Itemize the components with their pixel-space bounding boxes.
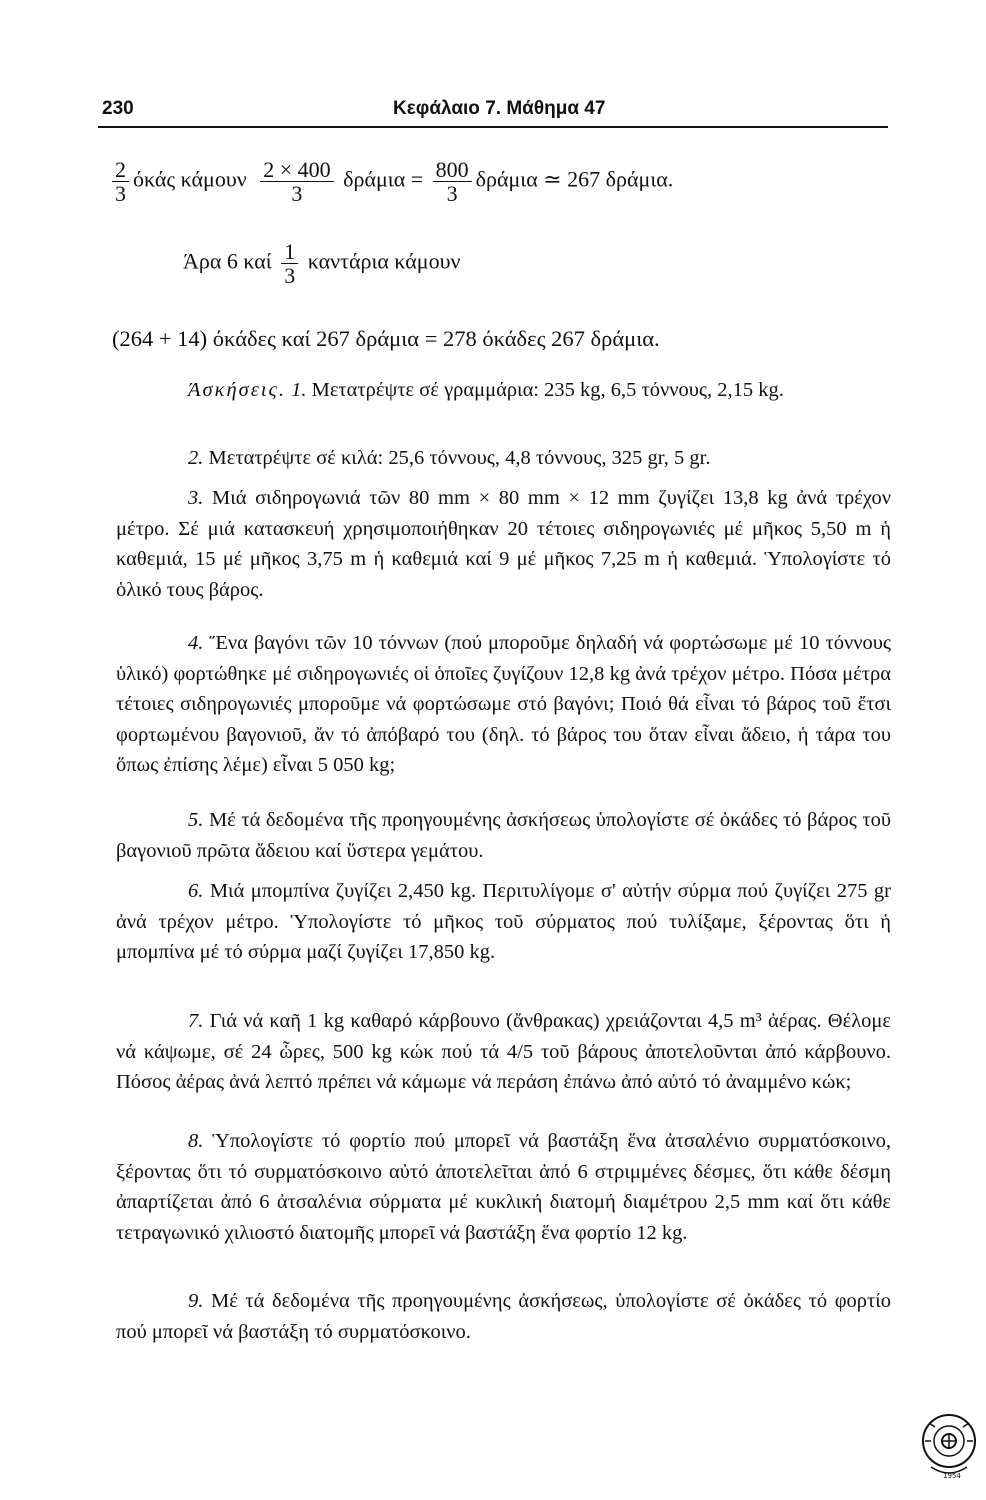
exercise-6 [116,876,891,968]
foundation-seal-icon [915,1405,979,1483]
calc-line-1 [108,158,673,205]
calc-line-3: (264 + 14) όκάδες καί 267 δράμια = 278 όκάδες 267 δράμια. [112,326,660,351]
exercise-3 [116,483,891,605]
exercise-number: 4. [188,632,204,654]
fraction: $\frac{800}{3}$ [433,158,472,205]
exercise-text: Μιά σιδηρογωνιά τῶν 80 mm × 80 mm × 12 mm ζυγίζει 13,8 kg ἀνά τρέχον μέτρο. Σέ μιά κατασκευή χρησιμοποιήθηκαν 20 τέτοιες σιδηρογωνιές μέ μῆκος 5,50 m ἡ καθεμιά, 15 μέ μῆκος 3,75 m ἡ καθεμιά καί 9 μέ μῆκος 7,25 m ἡ καθεμιά. Ὑπολογίστε τό ὁλικό τους βάρος. [116,487,891,601]
calc-text: καντάρια κάμουν [307,248,461,274]
exercise-text: Μέ τά δεδομένα τῆς προηγουμένης ἀσκήσεως ὑπολογίστε σέ ὀκάδες τό βάρος τοῦ βαγονιοῦ πρῶτα ἄδειου καί ὕστερα γεμάτου. [116,809,892,862]
exercise-number: 2. [188,447,204,469]
exercise-number: 7. [188,1010,204,1032]
exercise-text: Μιά μπομπίνα ζυγίζει 2,450 kg. Περιτυλίγομε σ' αὐτήν σύρμα πού ζυγίζει 275 gr ἀνά τρέχον μέτρο. Ὑπολογίστε τό μῆκος τοῦ σύρματος πού τυλίξαμε, ξέροντας ὅτι ἡ μπομπίνα μέ τό σύρμα μαζί ζυγίζει 17,850 kg. [116,880,891,963]
exercise-number: 8. [188,1130,204,1152]
exercise-number: 5. [188,809,204,831]
calc-text: δράμια ≃ 267 δράμια. [475,166,674,192]
exercise-text: Μετατρέψτε σέ κιλά: 25,6 τόννους, 4,8 τόννους, 325 gr, 5 gr. [208,447,711,469]
svg-text:1954: 1954 [943,1472,961,1480]
exercises-heading: Άσκήσεις. [188,379,286,401]
exercise-7 [116,1006,891,1098]
fraction: $\frac{2 \times 400}{3}$ [260,158,333,205]
running-title: Κεφάλαιο 7. Μάθημα 47 [393,98,606,119]
fraction: $\frac{2}{3}$ [112,158,129,205]
calc-text: δράμια = [343,166,424,192]
exercise-8 [116,1126,891,1248]
exercise-number: 9. [188,1290,204,1312]
fraction: $\frac{1}{3}$ [281,240,298,287]
exercise-9 [116,1286,891,1347]
exercise-text: Μέ τά δεδομένα τῆς προηγουμένης ἀσκήσεως, ὑπολογίστε σέ ὀκάδες τό φορτίο πού μπορεῖ νά βαστάξη τό συρματόσκοινο. [116,1290,892,1343]
exercise-text: Ἕνα βαγόνι τῶν 10 τόννων (πού μποροῦμε δηλαδή νά φορτώσωμε μέ 10 τόννους ὑλικό) φορτώθηκε μέ σιδηρογωνιές οἱ ὁποῖες ζυγίζουν 12,8 kg ἀνά τρέχον μέτρο. Πόσα μέτρα τέτοιες σιδηρογωνιές μποροῦμε νά φορτώσωμε στό βαγόνι; Ποιό θά εἶναι τό βάρος τοῦ ἔτσι φορτωμένου βαγονιοῦ, ἄν τό ἀπόβαρό του (δηλ. τό βάρος του ὅταν εἶναι ἄδειο, ἡ τάρα του ὅπως ἐπίσης λέμε) εἶναι 5 050 kg; [116,632,892,776]
exercise-1 [116,375,891,406]
page-number: 230 [102,98,134,119]
calc-line-2 [183,240,460,287]
exercise-number: 3. [188,487,204,509]
exercise-5 [116,805,891,866]
page-header [98,96,888,128]
exercise-text: Γιά νά καῆ 1 kg καθαρό κάρβουνο (ἄνθρακας) χρειάζονται 4,5 m³ ἀέρας. Θέλομε νά κάψωμε, σέ 24 ὧρες, 500 kg κώκ πού τά 4/5 τοῦ βάρους ἀποτελοῦνται ἀπό κάρβουνο. Πόσος ἀέρας ἀνά λεπτό πρέπει νά κάμωμε νά περάση ἐπάνω ἀπό αὐτό τό ἀναμμένο κώκ; [116,1010,891,1093]
exercise-2 [116,443,891,474]
calc-text: Άρα 6 καί [183,248,272,274]
exercise-4 [116,628,891,781]
calc-text: όκάς κάμουν [133,166,247,192]
exercise-number: 6. [188,880,204,902]
exercise-text: Μετατρέψτε σέ γραμμάρια: 235 kg, 6,5 τόννους, 2,15 kg. [311,379,784,401]
exercise-number: 1. [291,379,307,401]
exercise-text: Ὑπολογίστε τό φορτίο πού μπορεῖ νά βαστάξη ἕνα ἀτσαλένιο συρματόσκοινο, ξέροντας ὅτι τό συρματόσκοινο αὐτό ἀποτελεῖται ἀπό 6 στριμμένες δέσμες, ὅτι κάθε δέσμη ἀπαρτίζεται ἀπό 6 ἀτσαλένια σύρματα μέ κυκλική διατομή διαμέτρου 2,5 mm καί ὅτι κάθε τετραγωνικό χιλιοστό διατομῆς μπορεῖ νά βαστάξη ἕνα φορτίο 12 kg. [116,1130,892,1244]
